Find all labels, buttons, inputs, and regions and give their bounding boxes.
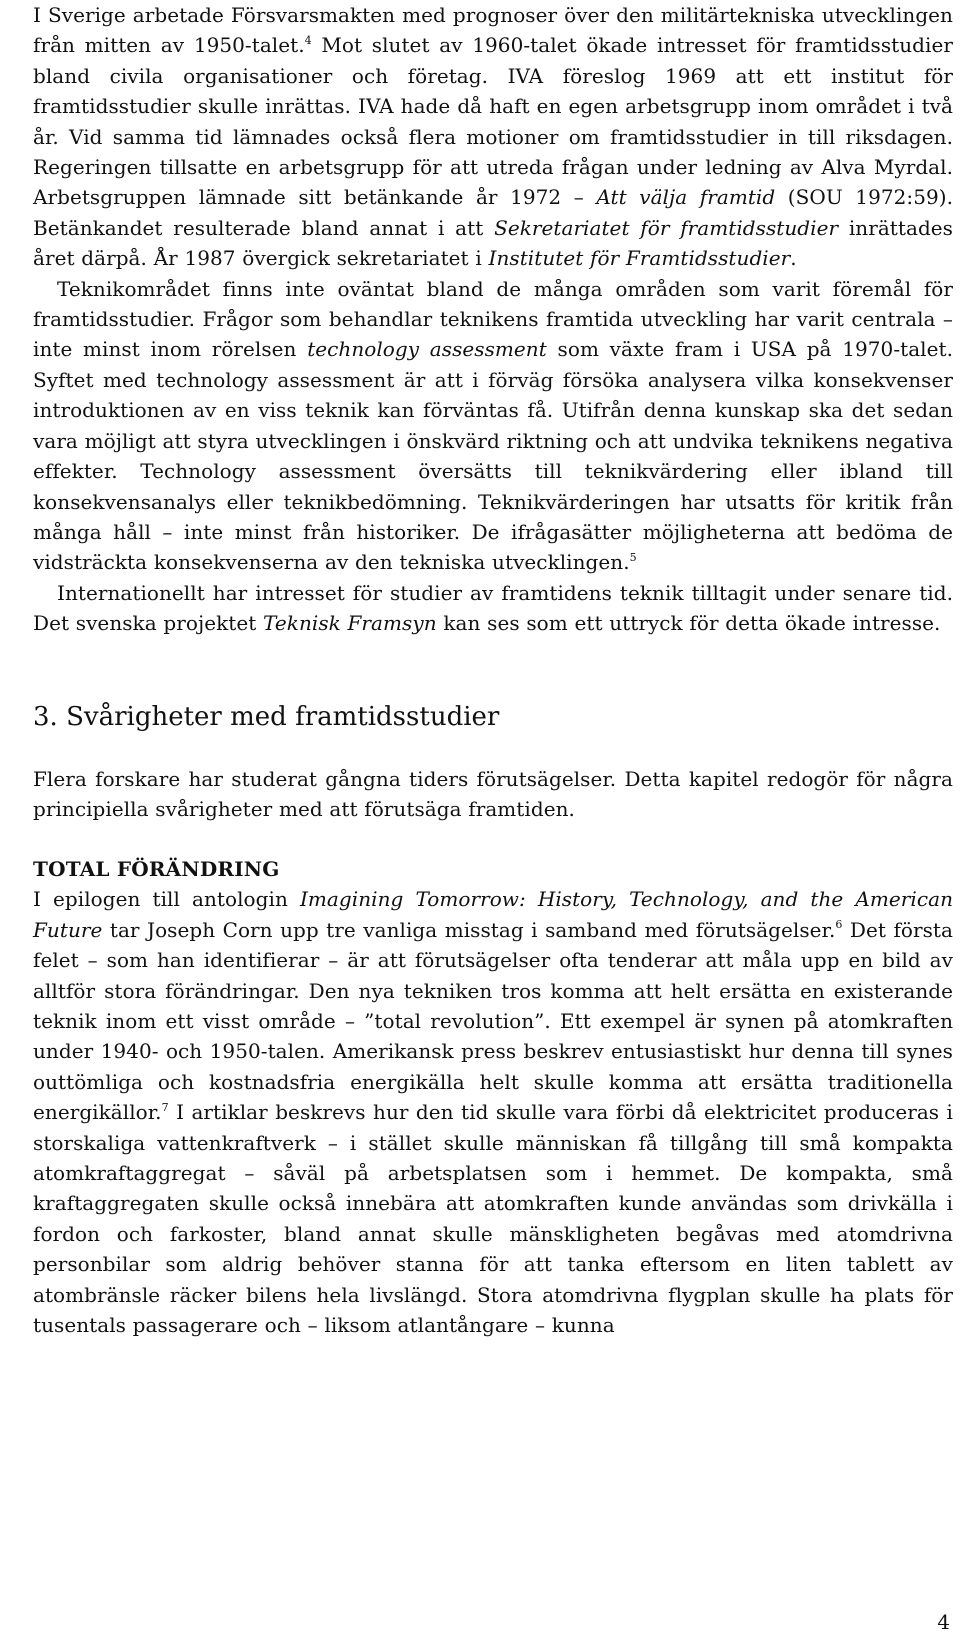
footnote-marker: 7 <box>161 1100 169 1114</box>
text-run: . <box>790 246 797 271</box>
paragraph-total-change <box>33 884 953 1340</box>
footnote-marker: 5 <box>629 550 637 564</box>
section-heading: 3. Svårigheter med framtidsstudier <box>33 701 500 732</box>
text-run: tar Joseph Corn upp tre vanliga misstag i samband med förutsägelser. <box>102 917 836 942</box>
document-page <box>33 0 953 1340</box>
footnote-marker: 4 <box>304 33 312 47</box>
text-run: I Sverige arbetade Försvarsmakten med prognoser över den militärtekniska utvecklingen från mitten av 1950-talet. <box>33 3 953 58</box>
italic-title: Institutet för Framtidsstudier <box>488 246 791 271</box>
text-run: Det första felet – som han identifierar – är att förutsägelser ofta tenderar att måla upp en bild av alltför stora förändringar. Den nya tekniken tros komma att helt ersätta en existerande teknik inom ett visst område – ”total revolution”. Ett exempel är synen på atomkraften under 1940- och 1950-talen. Amerikansk press beskrev entusiastiskt hur denna till synes outtömliga och kostnadsfria energikälla helt skulle komma att ersätta traditionella energikällor. <box>33 917 953 1125</box>
subsection-heading: TOTAL FÖRÄNDRING <box>33 857 280 882</box>
page-number: 4 <box>937 1610 950 1634</box>
italic-title: Att välja framtid <box>596 185 776 210</box>
italic-title: Sekretariatet för framtidsstudier <box>494 215 839 240</box>
text-run: Internationellt har intresset för studier av framtidens teknik tilltagit under senare tid. Det svenska projektet <box>33 580 953 636</box>
italic-title: Teknisk Framsyn <box>263 611 437 636</box>
text-run: kan ses som ett uttryck för detta ökade intresse. <box>436 611 941 636</box>
text-run: (SOU 1972:59). Betänkandet resulterade bland annat i att <box>33 185 953 240</box>
italic-title: Imagining Tomorrow: History, Technology, and the American Future <box>33 887 954 942</box>
text-run: inrättades året därpå. År 1987 övergick sekretariatet i <box>33 215 953 271</box>
section-intro: Flera forskare har studerat gångna tiders förutsägelser. Detta kapitel redogör för några principiella svårigheter med att förutsäga framtiden. <box>33 766 953 821</box>
text-run: I artiklar beskrevs hur den tid skulle vara förbi då elektricitet produceras i storskaliga vattenkraftverk – i stället skulle människan få tillgång till små kompakta atomkraftaggregat – såväl på arbetsplatsen som i hemmet. De kompakta, små kraftaggregaten skulle också innebära att atomkraften kunde användas som drivkälla i fordon och farkoster, bland annat skulle mänskligheten begåvas med atomdrivna personbilar som aldrig behöver stanna för att tanka eftersom en liten tablett av atombränsle räcker bilens hela livslängd. Stora atomdrivna flygplan skulle ha plats för tusentals passagerare och – liksom atlantångare – kunna <box>33 1100 953 1338</box>
footnote-marker: 6 <box>835 918 843 932</box>
paragraph-technology-assessment <box>33 274 953 578</box>
italic-title: technology assessment <box>307 337 547 362</box>
paragraph-forecasting-history <box>33 0 953 274</box>
text-run: Teknikområdet finns inte oväntat bland de många områden som varit föremål för framtidsstudier. Frågor som behandlar teknikens framtida utveckling har varit centrala – inte minst inom rörelsen <box>33 276 953 362</box>
paragraph-international-interest <box>33 578 953 639</box>
text-run: Mot slutet av 1960-talet ökade intresset för framtidsstudier bland civila organisationer och företag. IVA föreslog 1969 att ett institut för framtidsstudier skulle inrättas. IVA hade då haft en egen arbetsgrupp inom området i två år. Vid samma tid lämnades också flera motioner om framtidsstudier in till riksdagen. Regeringen tillsatte en arbetsgrupp för att utreda frågan under ledning av Alva Myrdal. Arbetsgruppen lämnade sitt betänkande år 1972 – <box>33 33 953 210</box>
text-run: som växte fram i USA på 1970-talet. Syftet med technology assessment är att i förväg försöka analysera vilka konsekvenser introduktionen av en viss teknik kan förväntas få. Utifrån denna kunskap ska det sedan vara möjligt att styra utvecklingen i önskvärd riktning och att undvika teknikens negativa effekter. Technology assessment översätts till teknikvärdering eller ibland till konsekvensanalys eller teknikbedömning. Teknikvärderingen har utsatts för kritik från många håll – inte minst från historiker. De ifrågasätter möjligheterna att bedöma de vidsträckta konsekvenserna av den tekniska utvecklingen. <box>33 337 954 575</box>
text-run: I epilogen till antologin <box>33 887 300 912</box>
